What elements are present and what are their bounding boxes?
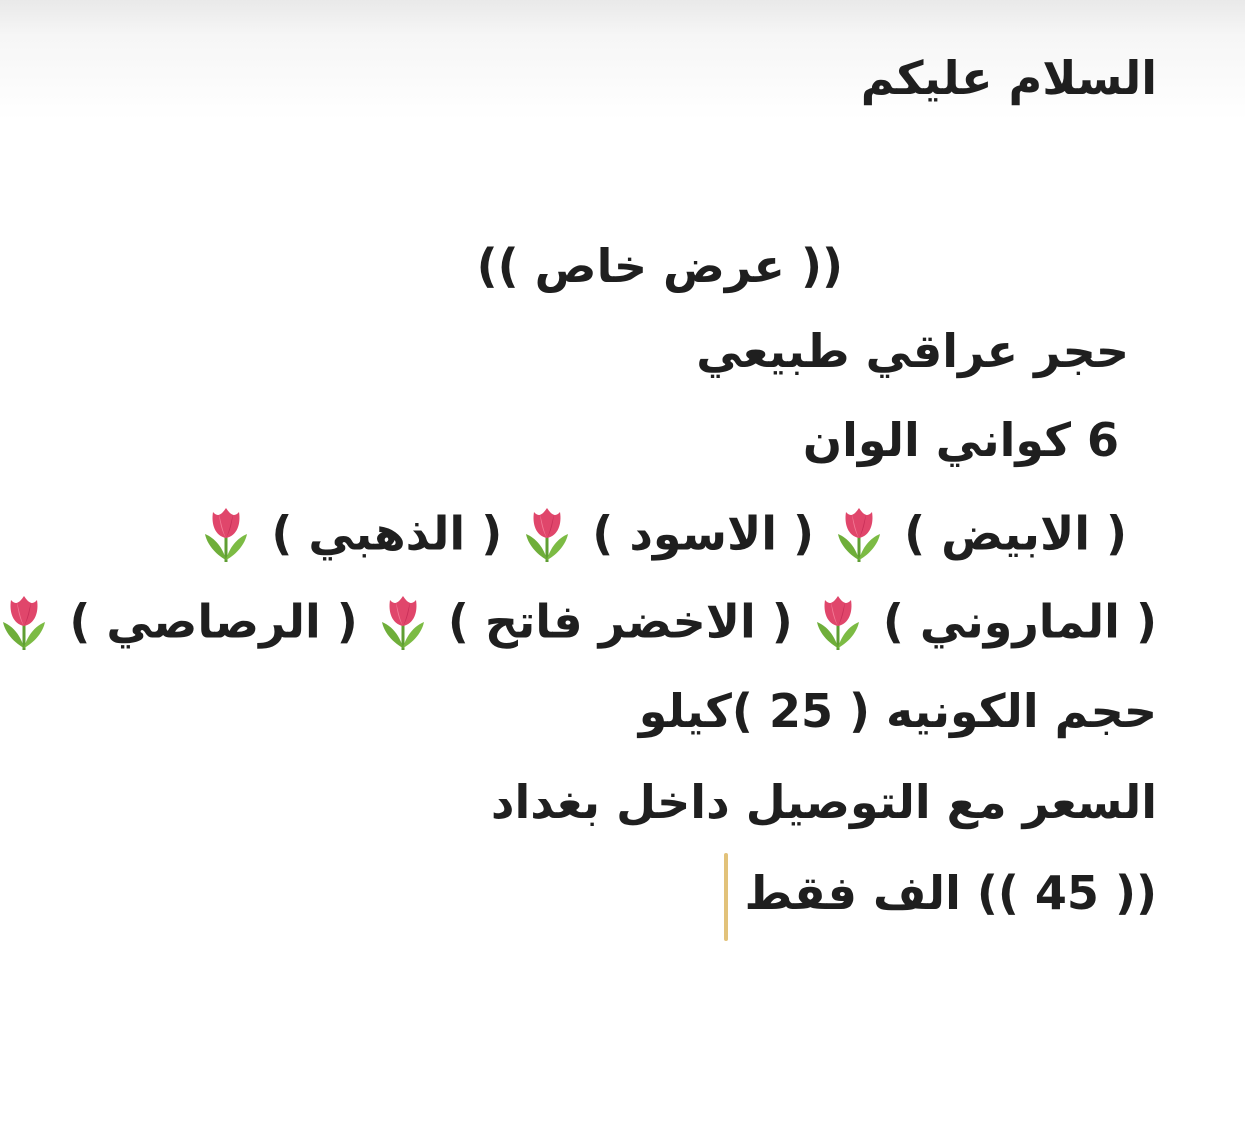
color-black: ( الاسود )	[592, 506, 815, 561]
colors-row-1	[197, 500, 1127, 564]
color-gold: ( الذهبي )	[271, 506, 503, 561]
tulip-icon	[0, 592, 51, 652]
tulip-icon	[199, 504, 253, 564]
tulip-icon	[376, 592, 430, 652]
tulip-icon	[520, 504, 574, 564]
color-light-green: ( الاخضر فاتح )	[447, 594, 793, 649]
colors-row-2	[0, 588, 1157, 652]
text-cursor	[724, 853, 728, 941]
tulip-icon	[811, 592, 865, 652]
color-maroon: ( الماروني )	[882, 594, 1157, 649]
color-white: ( الابيض )	[904, 506, 1127, 561]
price-line: (( 45 )) الف فقط	[744, 866, 1157, 920]
product-line: حجر عراقي طبيعي	[696, 324, 1129, 378]
tulip-icon	[832, 504, 886, 564]
delivery-line: السعر مع التوصيل داخل بغداد	[490, 775, 1157, 829]
colors-count-line: 6 كواني الوان	[802, 413, 1119, 467]
bag-size-line: حجم الكونيه ( 25 )كيلو	[638, 684, 1157, 738]
greeting-line: السلام عليكم	[860, 51, 1157, 105]
color-grey: ( الرصاصي )	[69, 594, 358, 649]
offer-title-line: (( عرض خاص ))	[476, 239, 843, 293]
